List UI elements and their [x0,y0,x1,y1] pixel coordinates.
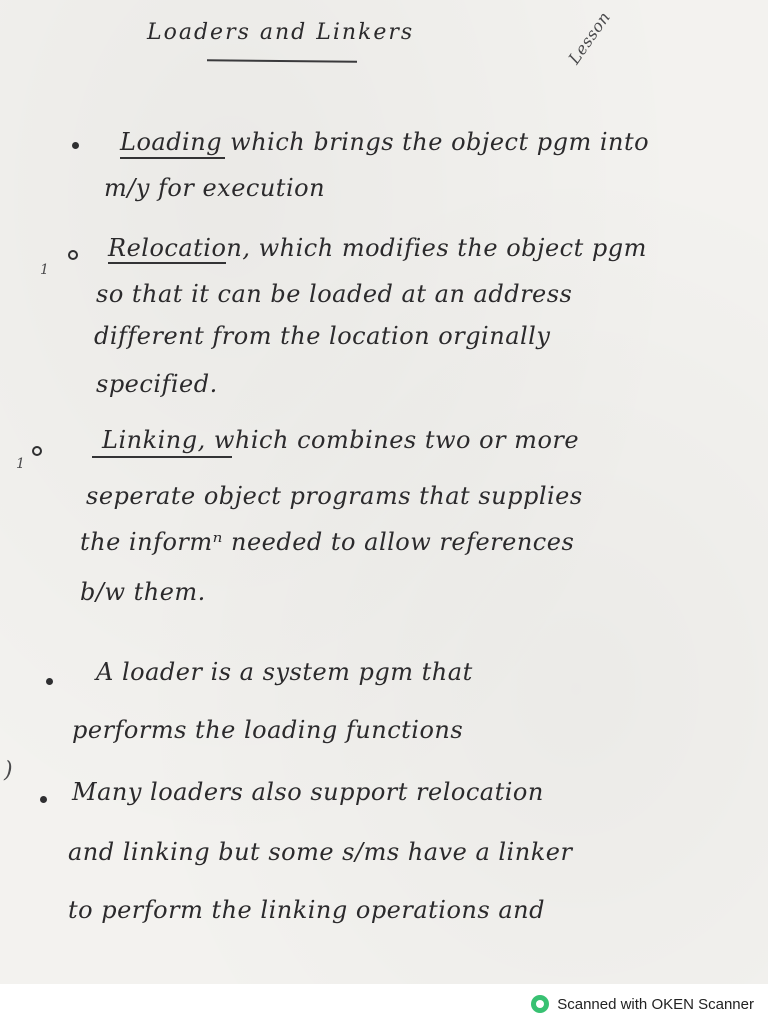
title-underline [207,59,357,63]
text-line: Relocation, which modifies the object pgm [108,234,647,262]
text-line: seperate object programs that supplies [86,482,583,510]
term-underline-relocation [108,262,226,264]
text-line: and linking but some s/ms have a linker [68,838,573,866]
term-underline-linking [92,456,232,458]
text-line: the informⁿ needed to allow references [80,528,575,556]
text-line: so that it can be loaded at an address [96,280,573,308]
page-title: Loaders and Linkers [147,20,415,45]
margin-note: Lesson [564,7,615,68]
text-line: b/w them. [80,578,206,606]
bullet-marker [68,250,78,260]
margin-mark: 1 [40,262,49,278]
bullet-marker [40,796,47,803]
margin-mark: 1 [16,456,25,472]
bullet-marker [32,446,42,456]
oken-scanner-logo-icon [531,995,549,1013]
text-line: performs the loading functions [72,716,464,744]
text-line: m/y for execution [104,174,326,202]
text-line: Linking, which combines two or more [102,426,580,454]
scanner-label: Scanned with OKEN Scanner [557,995,754,1013]
term-underline-loading [120,157,225,159]
bullet-marker [72,142,79,149]
text-line: Loading which brings the object pgm into [120,128,650,156]
text-line: to perform the linking operations and [68,896,545,924]
scanner-footer [0,984,768,1024]
text-line: different from the location orginally [94,322,551,350]
scanner-brand [531,995,754,1013]
bullet-marker [46,678,53,685]
margin-mark: ) [4,758,13,783]
text-line: Many loaders also support relocation [72,778,544,806]
text-line: specified. [96,370,218,398]
text-line: A loader is a system pgm that [96,658,473,686]
